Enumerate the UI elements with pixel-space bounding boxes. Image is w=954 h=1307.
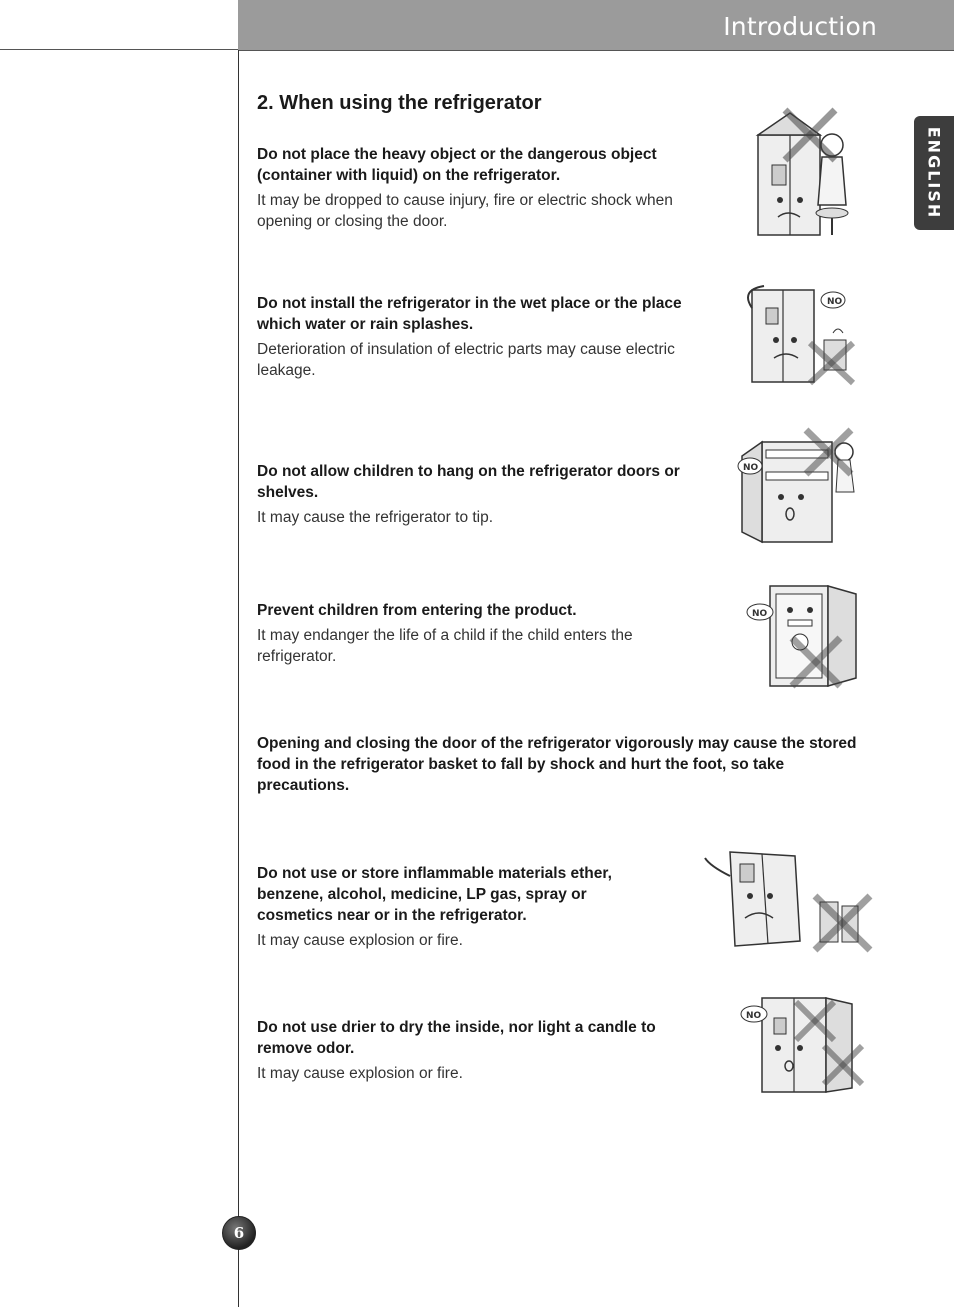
warning-description: Deterioration of insulation of electric parts may cause electric leakage. xyxy=(257,341,675,379)
section-heading: 2. When using the refrigerator xyxy=(257,92,542,114)
no-label: NO xyxy=(827,297,843,307)
warning-text: Prevent children from entering the product. xyxy=(257,602,577,619)
warning-item xyxy=(257,600,697,667)
warning-description: It may cause explosion or fire. xyxy=(257,932,463,949)
warning-description: It may endanger the life of a child if the child enters the refrigerator. xyxy=(257,627,633,665)
warning-text: Do not allow children to hang on the refrigerator doors or shelves. xyxy=(257,463,680,501)
warning-item xyxy=(257,863,657,951)
no-label: NO xyxy=(746,1011,762,1021)
page-number: 6 xyxy=(222,1216,256,1250)
warning-item xyxy=(257,1017,697,1084)
warning-text: Do not install the refrigerator in the wet place or the place which water or rain splashes. xyxy=(257,295,682,333)
language-tab xyxy=(914,116,954,230)
warning-item xyxy=(257,733,877,796)
warning-description: It may cause the refrigerator to tip. xyxy=(257,509,494,526)
drier-candle-illustration xyxy=(726,994,866,1096)
page-section-title: Introduction xyxy=(723,12,877,41)
header-bar xyxy=(238,0,954,51)
warning-text: Do not place the heavy object or the dangerous object (container with liquid) on the refrigerator. xyxy=(257,146,657,184)
warning-item xyxy=(257,144,707,232)
wet-place-illustration xyxy=(738,278,863,388)
children-hanging-illustration xyxy=(726,422,876,547)
header-rule xyxy=(0,49,238,50)
warning-description: It may cause explosion or fire. xyxy=(257,1065,463,1082)
no-label: NO xyxy=(743,463,759,473)
warning-text: Do not use drier to dry the inside, nor light a candle to remove odor. xyxy=(257,1019,656,1057)
margin-rule xyxy=(238,50,239,1307)
warning-item xyxy=(257,461,717,528)
language-tab-label: ENGLISH xyxy=(924,126,944,220)
no-label: NO xyxy=(752,609,768,619)
heavy-object-illustration xyxy=(750,105,860,240)
warning-text: Do not use or store inflammable materials ether, benzene, alcohol, medicine, LP gas, spray or cosmetics near or in the refrigerator. xyxy=(257,865,612,924)
warning-item xyxy=(257,293,717,381)
child-inside-illustration xyxy=(730,580,865,692)
warning-description: It may be dropped to cause injury, fire or electric shock when opening or closing the door. xyxy=(257,192,673,230)
flammable-materials-illustration xyxy=(690,846,875,958)
warning-text: Opening and closing the door of the refrigerator vigorously may cause the stored food in the refrigerator basket to fall by shock and hurt the foot, so take precautions. xyxy=(257,735,857,794)
